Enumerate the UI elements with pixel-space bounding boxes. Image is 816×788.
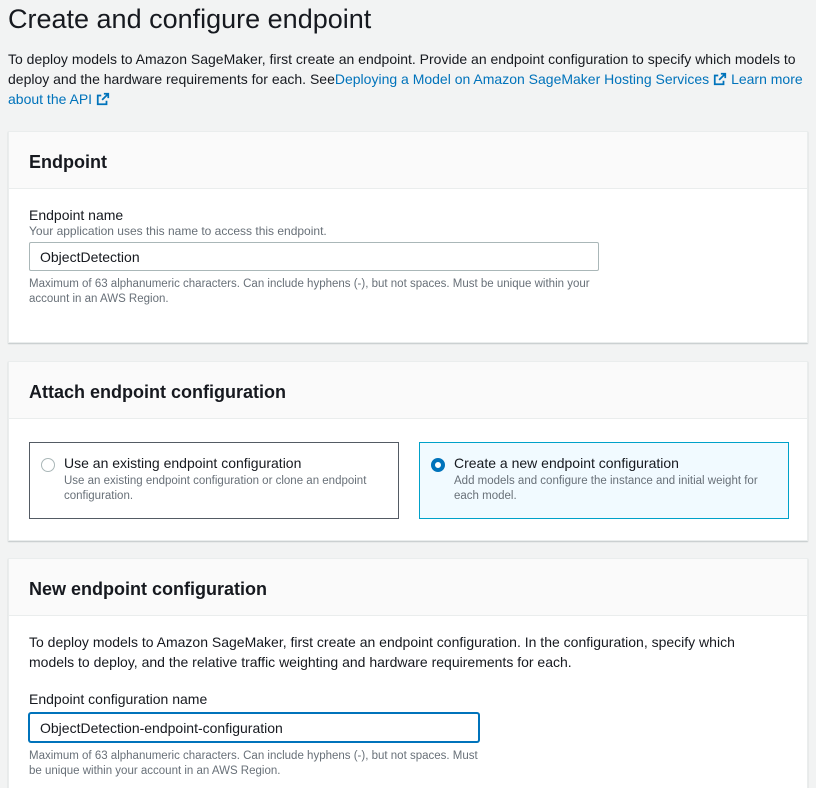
- new-config-description: To deploy models to Amazon SageMaker, first create an endpoint configuration. In the configuration, specify which models to deploy, and the relative traffic weighting and hardware requirements for each.: [29, 634, 735, 670]
- page-title: Create and configure endpoint: [8, 4, 372, 34]
- endpoint-name-constraint: Maximum of 63 alphanumeric characters. Can include hyphens (-), but not spaces. Must be unique within your account in an AWS Region.: [29, 278, 590, 305]
- endpoint-name-description: Your application uses this name to access this endpoint.: [29, 224, 327, 238]
- endpoint-panel-body: [9, 189, 807, 307]
- external-link-icon: [713, 72, 727, 86]
- hosting-services-link[interactable]: [335, 71, 727, 87]
- attach-config-panel-title: Attach endpoint configuration: [29, 382, 286, 402]
- new-config-panel: [8, 558, 808, 788]
- attach-config-panel-header: [9, 362, 807, 419]
- endpoint-panel: [8, 131, 808, 343]
- new-config-panel-body: [9, 616, 807, 779]
- external-link-icon: [96, 92, 110, 106]
- create-new-config-option[interactable]: [419, 442, 789, 519]
- new-config-panel-header: [9, 559, 807, 616]
- page-description: [8, 49, 808, 109]
- endpoint-name-input[interactable]: [29, 242, 599, 271]
- config-name-label: Endpoint configuration name: [29, 691, 208, 707]
- page-description-text: To deploy models to Amazon SageMaker, first create an endpoint. Provide an endpoint configuration to specify which models to deploy and the hardware requirements for each. See: [8, 51, 796, 87]
- config-name-input[interactable]: [29, 713, 479, 742]
- create-new-config-description: Add models and configure the instance and initial weight for each model.: [454, 475, 758, 502]
- use-existing-config-label: Use an existing endpoint configuration: [64, 455, 302, 471]
- new-config-panel-title: New endpoint configuration: [29, 579, 267, 599]
- attach-config-panel: [8, 361, 808, 541]
- use-existing-config-radio[interactable]: [41, 458, 55, 472]
- endpoint-name-label: Endpoint name: [29, 207, 124, 223]
- create-new-config-radio[interactable]: [431, 458, 445, 472]
- use-existing-config-description: Use an existing endpoint configuration or clone an endpoint configuration.: [64, 475, 367, 502]
- endpoint-panel-header: [9, 132, 807, 189]
- hosting-services-link-label: Deploying a Model on Amazon SageMaker Hosting Services: [334, 71, 710, 87]
- create-new-config-label: Create a new endpoint configuration: [454, 455, 679, 471]
- endpoint-panel-title: Endpoint: [29, 152, 107, 172]
- learn-api-link-label: Learn more about the API: [8, 71, 803, 107]
- use-existing-config-option[interactable]: [29, 442, 399, 519]
- config-name-constraint: Maximum of 63 alphanumeric characters. Can include hyphens (-), but not spaces. Must be unique within your account in an AWS Region.: [29, 750, 478, 777]
